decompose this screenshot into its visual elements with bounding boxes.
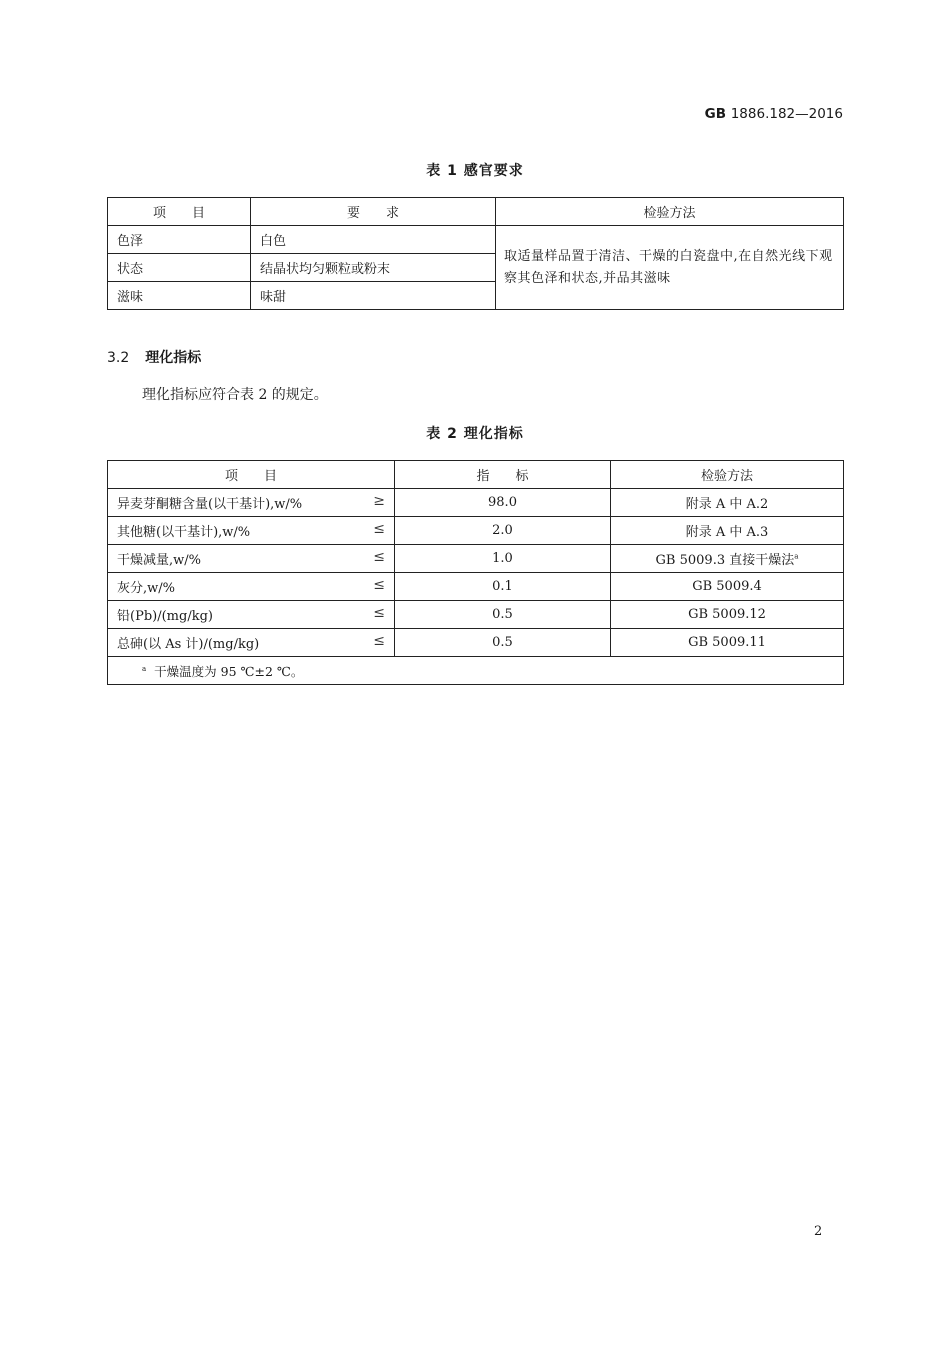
row-value: 0.5 [395, 601, 611, 629]
row-item-cell [108, 629, 395, 657]
comparison-symbol: ≤ [373, 521, 385, 537]
row-item-cell [108, 517, 395, 545]
footnote-text: 干燥温度为 95 ℃±2 ℃。 [154, 663, 304, 679]
row-requirement: 白色 [251, 226, 496, 254]
table-header-row [108, 461, 844, 489]
row-requirement: 结晶状均匀颗粒或粉末 [251, 254, 496, 282]
table-row [108, 226, 844, 254]
inspection-method: 取适量样品置于清洁、干燥的白瓷盘中,在自然光线下观察其色泽和状态,并品其滋味 [496, 226, 844, 310]
table-row [108, 489, 844, 517]
row-item: 总砷(以 As 计)/(mg/kg) [117, 637, 260, 652]
row-item: 灰分,w/% [117, 581, 175, 596]
section-heading [107, 347, 201, 367]
table-footnote-row [108, 657, 844, 685]
table-row [108, 573, 844, 601]
column-header-method: 检验方法 [611, 461, 844, 489]
row-item-cell [108, 573, 395, 601]
table-row [108, 601, 844, 629]
table-header-row [108, 198, 844, 226]
column-header-item: 项 目 [108, 198, 251, 226]
row-item: 状态 [108, 254, 251, 282]
column-header-item: 项 目 [108, 461, 395, 489]
sensory-requirements-table [107, 197, 844, 310]
table2-caption: 表 2 理化指标 [426, 426, 524, 442]
footnote-mark: a [142, 664, 147, 673]
physicochemical-indicators-table [107, 460, 844, 685]
body-paragraph: 理化指标应符合表 2 的规定。 [142, 387, 328, 403]
comparison-symbol: ≤ [373, 633, 385, 649]
page-number: 2 [814, 1224, 823, 1239]
row-method: 附录 A 中 A.3 [611, 517, 844, 545]
row-value: 1.0 [395, 545, 611, 573]
standard-code [705, 106, 843, 122]
row-method-cell [611, 545, 844, 573]
row-item-cell [108, 601, 395, 629]
row-item: 滋味 [108, 282, 251, 310]
standard-number: 1886.182—2016 [730, 106, 843, 122]
row-method: GB 5009.11 [611, 629, 844, 657]
row-item: 干燥减量,w/% [117, 553, 201, 568]
column-header-requirement: 要 求 [251, 198, 496, 226]
table-row [108, 629, 844, 657]
row-method: GB 5009.3 直接干燥法 [655, 553, 795, 568]
table-footnote [108, 657, 844, 685]
section-title: 理化指标 [145, 350, 202, 366]
row-item: 色泽 [108, 226, 251, 254]
comparison-symbol: ≥ [373, 493, 385, 509]
footnote-reference: a [794, 552, 799, 561]
table-row [108, 545, 844, 573]
row-item: 其他糖(以干基计),w/% [117, 525, 251, 540]
row-item: 异麦芽酮糖含量(以干基计),w/% [117, 497, 303, 512]
row-value: 98.0 [395, 489, 611, 517]
comparison-symbol: ≤ [373, 605, 385, 621]
row-value: 0.1 [395, 573, 611, 601]
row-method: 附录 A 中 A.2 [611, 489, 844, 517]
row-item-cell [108, 489, 395, 517]
comparison-symbol: ≤ [373, 577, 385, 593]
row-requirement: 味甜 [251, 282, 496, 310]
table1-caption: 表 1 感官要求 [426, 163, 524, 179]
row-value: 2.0 [395, 517, 611, 545]
column-header-method: 检验方法 [496, 198, 844, 226]
row-item: 铅(Pb)/(mg/kg) [117, 609, 213, 624]
row-method: GB 5009.4 [611, 573, 844, 601]
column-header-indicator: 指 标 [395, 461, 611, 489]
standard-prefix: GB [704, 106, 727, 122]
row-item-cell [108, 545, 395, 573]
table-row [108, 517, 844, 545]
row-method: GB 5009.12 [611, 601, 844, 629]
section-number: 3.2 [107, 350, 130, 366]
comparison-symbol: ≤ [373, 549, 385, 565]
row-value: 0.5 [395, 629, 611, 657]
